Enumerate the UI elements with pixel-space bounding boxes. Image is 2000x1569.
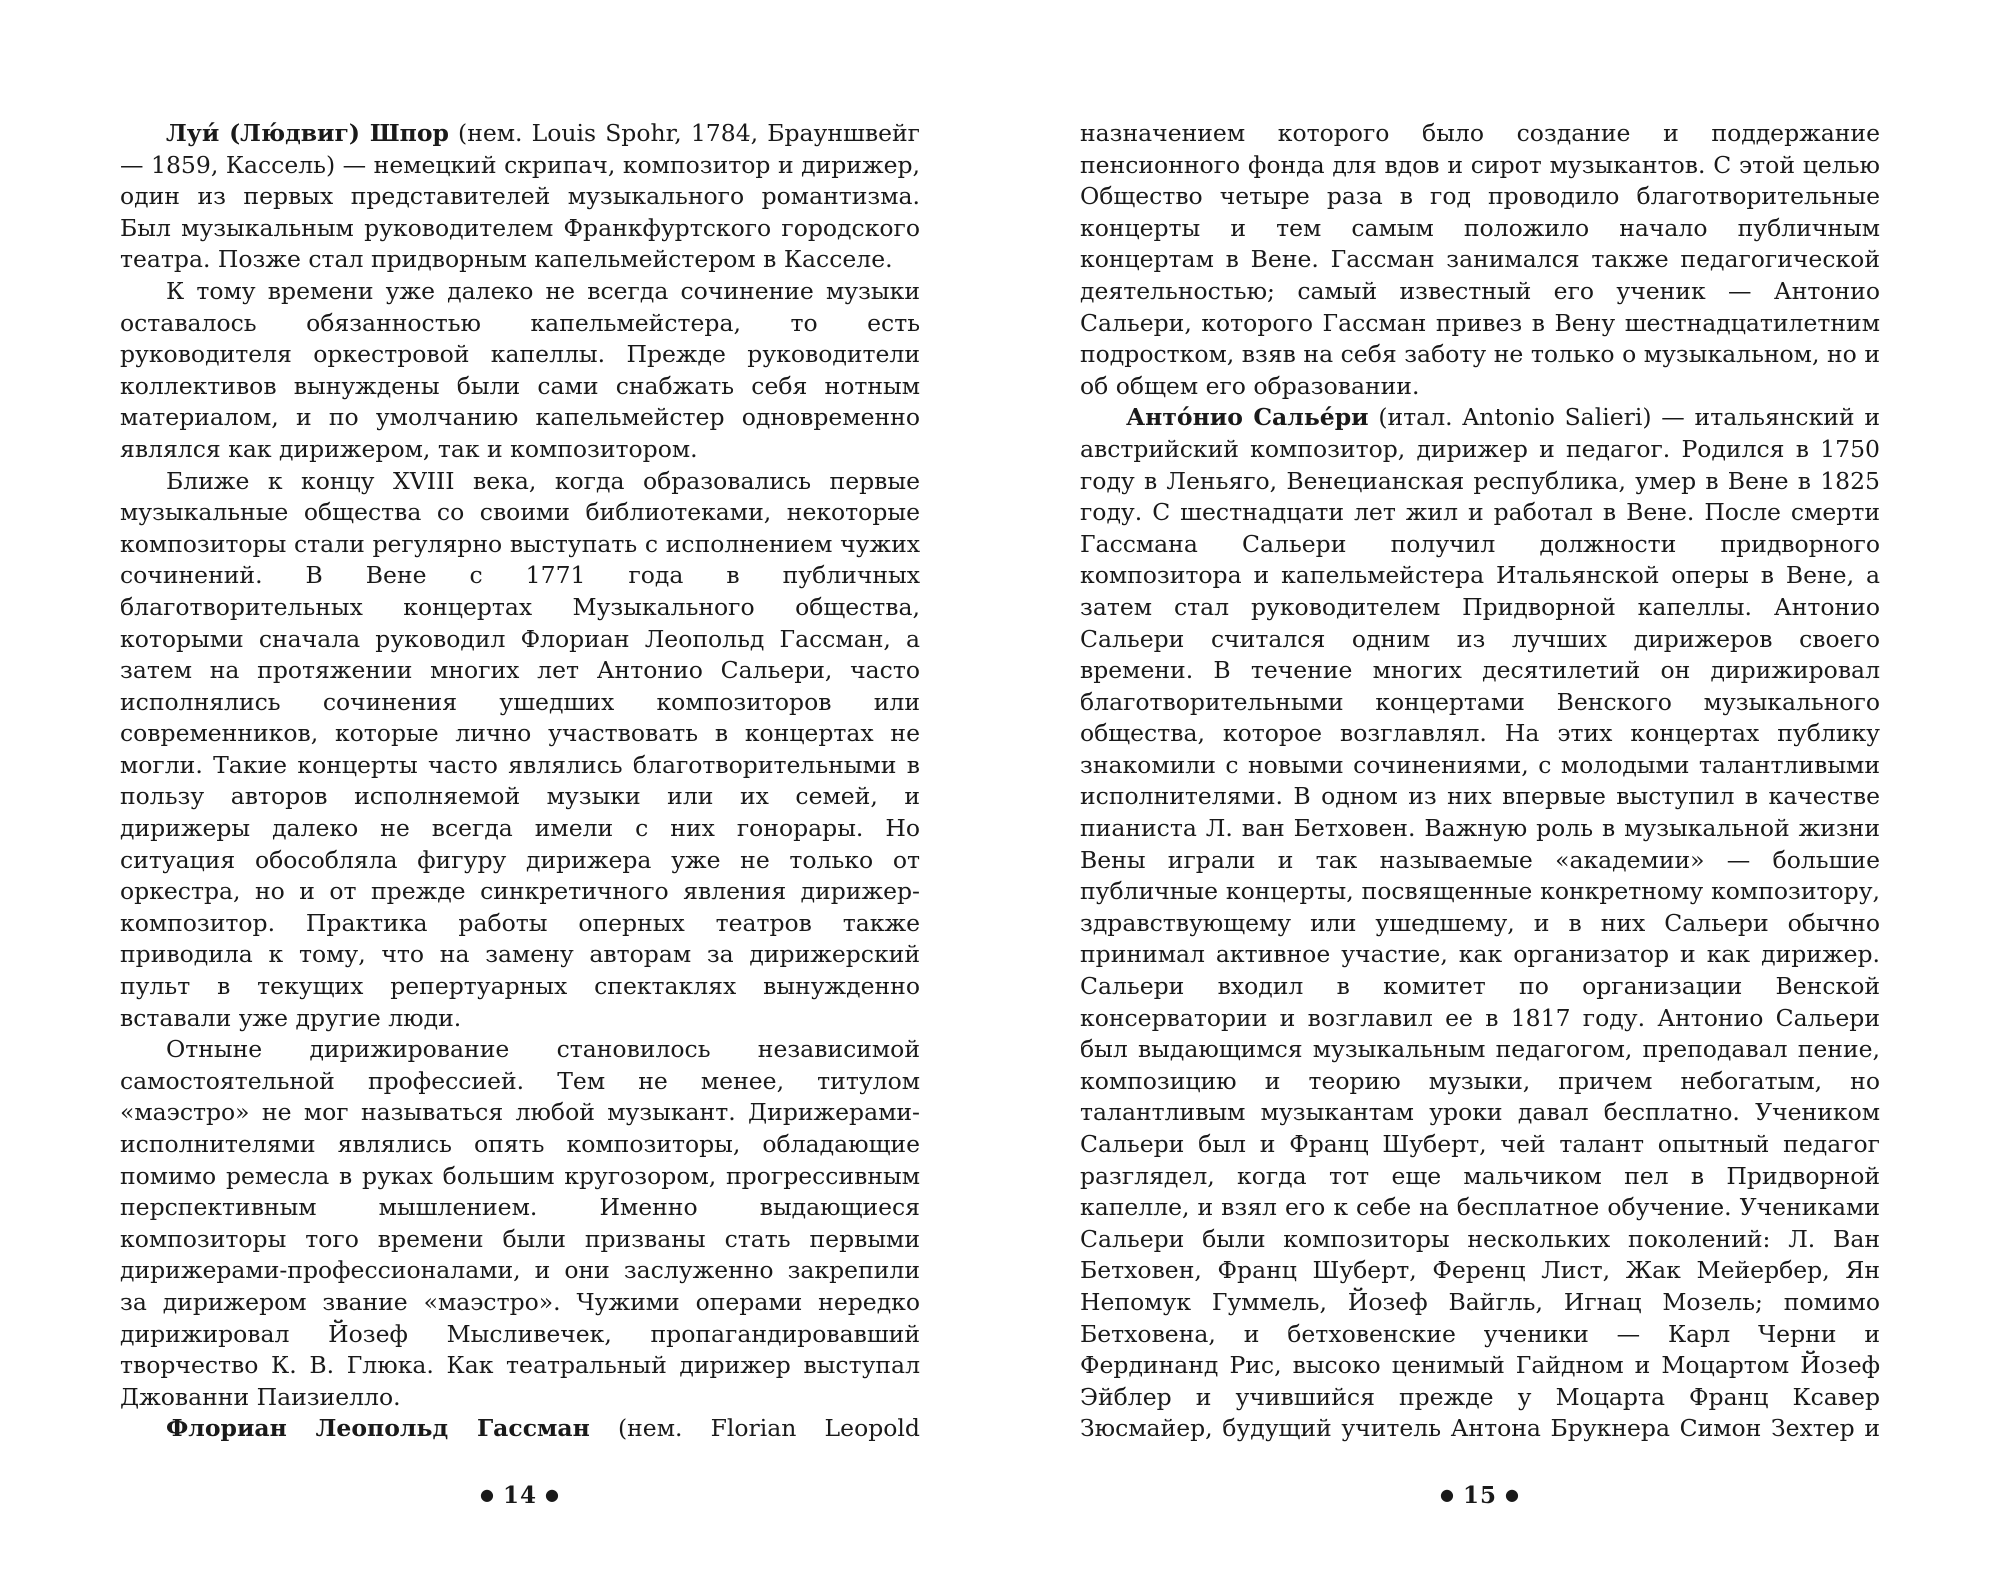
paragraph-spohr [120, 118, 920, 276]
paragraph-text: (итал. Antonio Salieri) — итальянский и австрийский композитор, дирижер и педагог. Родился в 1750 году в Леньяго, Венецианская республика, умер в Вене в 1825 году. С шестнадцати лет жил и работал в Вене. После смерти Гассмана Сальери получил должности придворного композитора и капельмейстера Итальянской оперы в Вене, а затем стал руководителем Придворной капеллы. Антонио Сальери считался одним из лучших дирижеров своего времени. В течение многих десятилетий он дирижировал благотворительными концертами Венского музыкального общества, которое возглавлял. На этих концертах публику знакомили с новыми сочинениями, с молодыми талантливыми исполнителями. В одном из них впервые выступил в качестве пианиста Л. ван Бетховен. Важную роль в музыкальной жизни Вены играли и так называемые «академии» — большие публичные концерты, посвященные конкретному композитору, здравствующему или ушедшему, и в них Сальери обычно принимал активное участие, как организатор и как дирижер. Сальери входил в комитет по организации Венской консерватории и возглавил ее в 1817 году. Антонио Сальери был выдающимся музыкальным педагогом, преподавал пение, композицию и теорию музыки, причем небогатым, но талантливым музыкантам уроки давал бесплатно. Учеником Сальери был и Франц Шуберт, чей талант опытный педагог разглядел, когда тот еще мальчиком пел в Придворной капелле, и взял его к себе на бесплатное обучение. Учениками Сальери были композиторы нескольких поколений: Л. Ван Бетховен, Франц Шуберт, Ференц Лист, Жак Мейербер, Ян Непомук Гуммель, Йозеф Вайгль, Игнац Мозель; помимо Бетховена, и бетховенские ученики — Карл Черни и Фердинанд Рис, высоко ценимый Гайдном и Моцартом Йозеф Эйблер и учившийся прежде у Моцарта Франц Ксавер Зюсмайер, будущий учитель Антона Брукнера Симон Зехтер и [1080, 403, 1880, 1443]
bullet-ornament: ● [1440, 1485, 1455, 1504]
paragraph-text: назначением которого было создание и поддержание пенсионного фонда для вдов и сирот музыкантов. С этой целью Общество четыре раза в год проводило благотворительные концерты и тем самым положило начало публичным концертам в Вене. Гассман занимался также педагогической деятельностью; самый известный его ученик — Антонио Сальери, которого Гассман привез в Вену шестнадцатилетним подростком, взяв на себя заботу не только о музыкальном, но и об общем его образовании. [1080, 119, 1880, 400]
paragraph-text: Ближе к концу XVIII века, когда образовались первые музыкальные общества со своими библиотеками, некоторые композиторы стали регулярно выступать с исполнением чужих сочинений. В Вене с 1771 года в публичных благотворительных концертах Музыкального общества, которыми сначала руководил Флориан Леопольд Гассман, а затем на протяжении многих лет Антонио Сальери, часто исполнялись сочинения ушедших композиторов или современников, которые лично участвовать в концертах не могли. Такие концерты часто являлись благотворительными в пользу авторов исполняемой музыки или их семей, и дирижеры далеко не всегда имели с них гонорары. Но ситуация обособляла фигуру дирижера уже не только от оркестра, но и от прежде синкретичного явления дирижер-композитор. Практика работы оперных театров также приводила к тому, что на замену авторам за дирижерский пульт в текущих репертуарных спектаклях вынужденно вставали уже другие люди. [120, 466, 920, 1032]
bullet-ornament: ● [1505, 1485, 1520, 1504]
paragraph-lead: Анто́нио Салье́ри [1126, 403, 1369, 432]
paragraph-text: К тому времени уже далеко не всегда сочинение музыки оставалось обязанностью капельмейстера, то есть руководителя оркестровой капеллы. Прежде руководители коллективов вынуждены были сами снабжать себя нотным материалом, и по умолчанию капельмейстер одновременно являлся как дирижером, так и композитором. [120, 276, 920, 463]
paragraph-lead: Флориан Леопольд Гассман [166, 1414, 590, 1443]
left-page [120, 118, 920, 1558]
bullet-ornament: ● [480, 1485, 495, 1504]
paragraph-text: Отныне дирижирование становилось независимой самостоятельной профессией. Тем не менее, титулом «маэстро» не мог называться любой музыкант. Дирижерами-исполнителями являлись опять композиторы, обладающие помимо ремесла в руках большим кругозором, прогрессивным перспективным мышлением. Именно выдающиеся композиторы того времени были призваны стать первыми дирижерами-профессионалами, и они заслуженно закрепили за дирижером звание «маэстро». Чужими операми нередко дирижировал Йозеф Мысливечек, пропагандировавший творчество К. В. Глюка. Как театральный дирижер выступал Джованни Паизиелло. [120, 1035, 920, 1411]
paragraph-gassmann-continued [1080, 118, 1880, 402]
paragraph-gassmann [120, 1413, 920, 1443]
paragraph-conducting-profession [120, 1034, 920, 1413]
right-page [1080, 118, 1880, 1558]
paragraph-xviii-century [120, 466, 920, 1035]
paragraph-text: (нем. Louis Spohr, 1784, Брауншвейг — 1859, Кассель) — немецкий скрипач, композитор и дирижер, один из первых представителей музыкального романтизма. Был музыкальным руководителем Франкфуртского городского театра. Позже стал придворным капельмейстером в Касселе. [120, 119, 920, 274]
left-page-body [120, 118, 920, 1443]
paragraph-salieri [1080, 402, 1880, 1443]
page-number [1080, 1482, 1880, 1509]
page-number [120, 1482, 920, 1509]
bullet-ornament: ● [545, 1485, 560, 1504]
paragraph-kapellmeister [120, 276, 920, 466]
paragraph-text: (нем. Florian Leopold [617, 1414, 920, 1443]
paragraph-lead: Луи́ (Лю́двиг) Шпор [166, 119, 449, 147]
page-number-value: 14 [502, 1482, 537, 1509]
page-number-value: 15 [1462, 1482, 1497, 1509]
right-page-body [1080, 118, 1880, 1443]
